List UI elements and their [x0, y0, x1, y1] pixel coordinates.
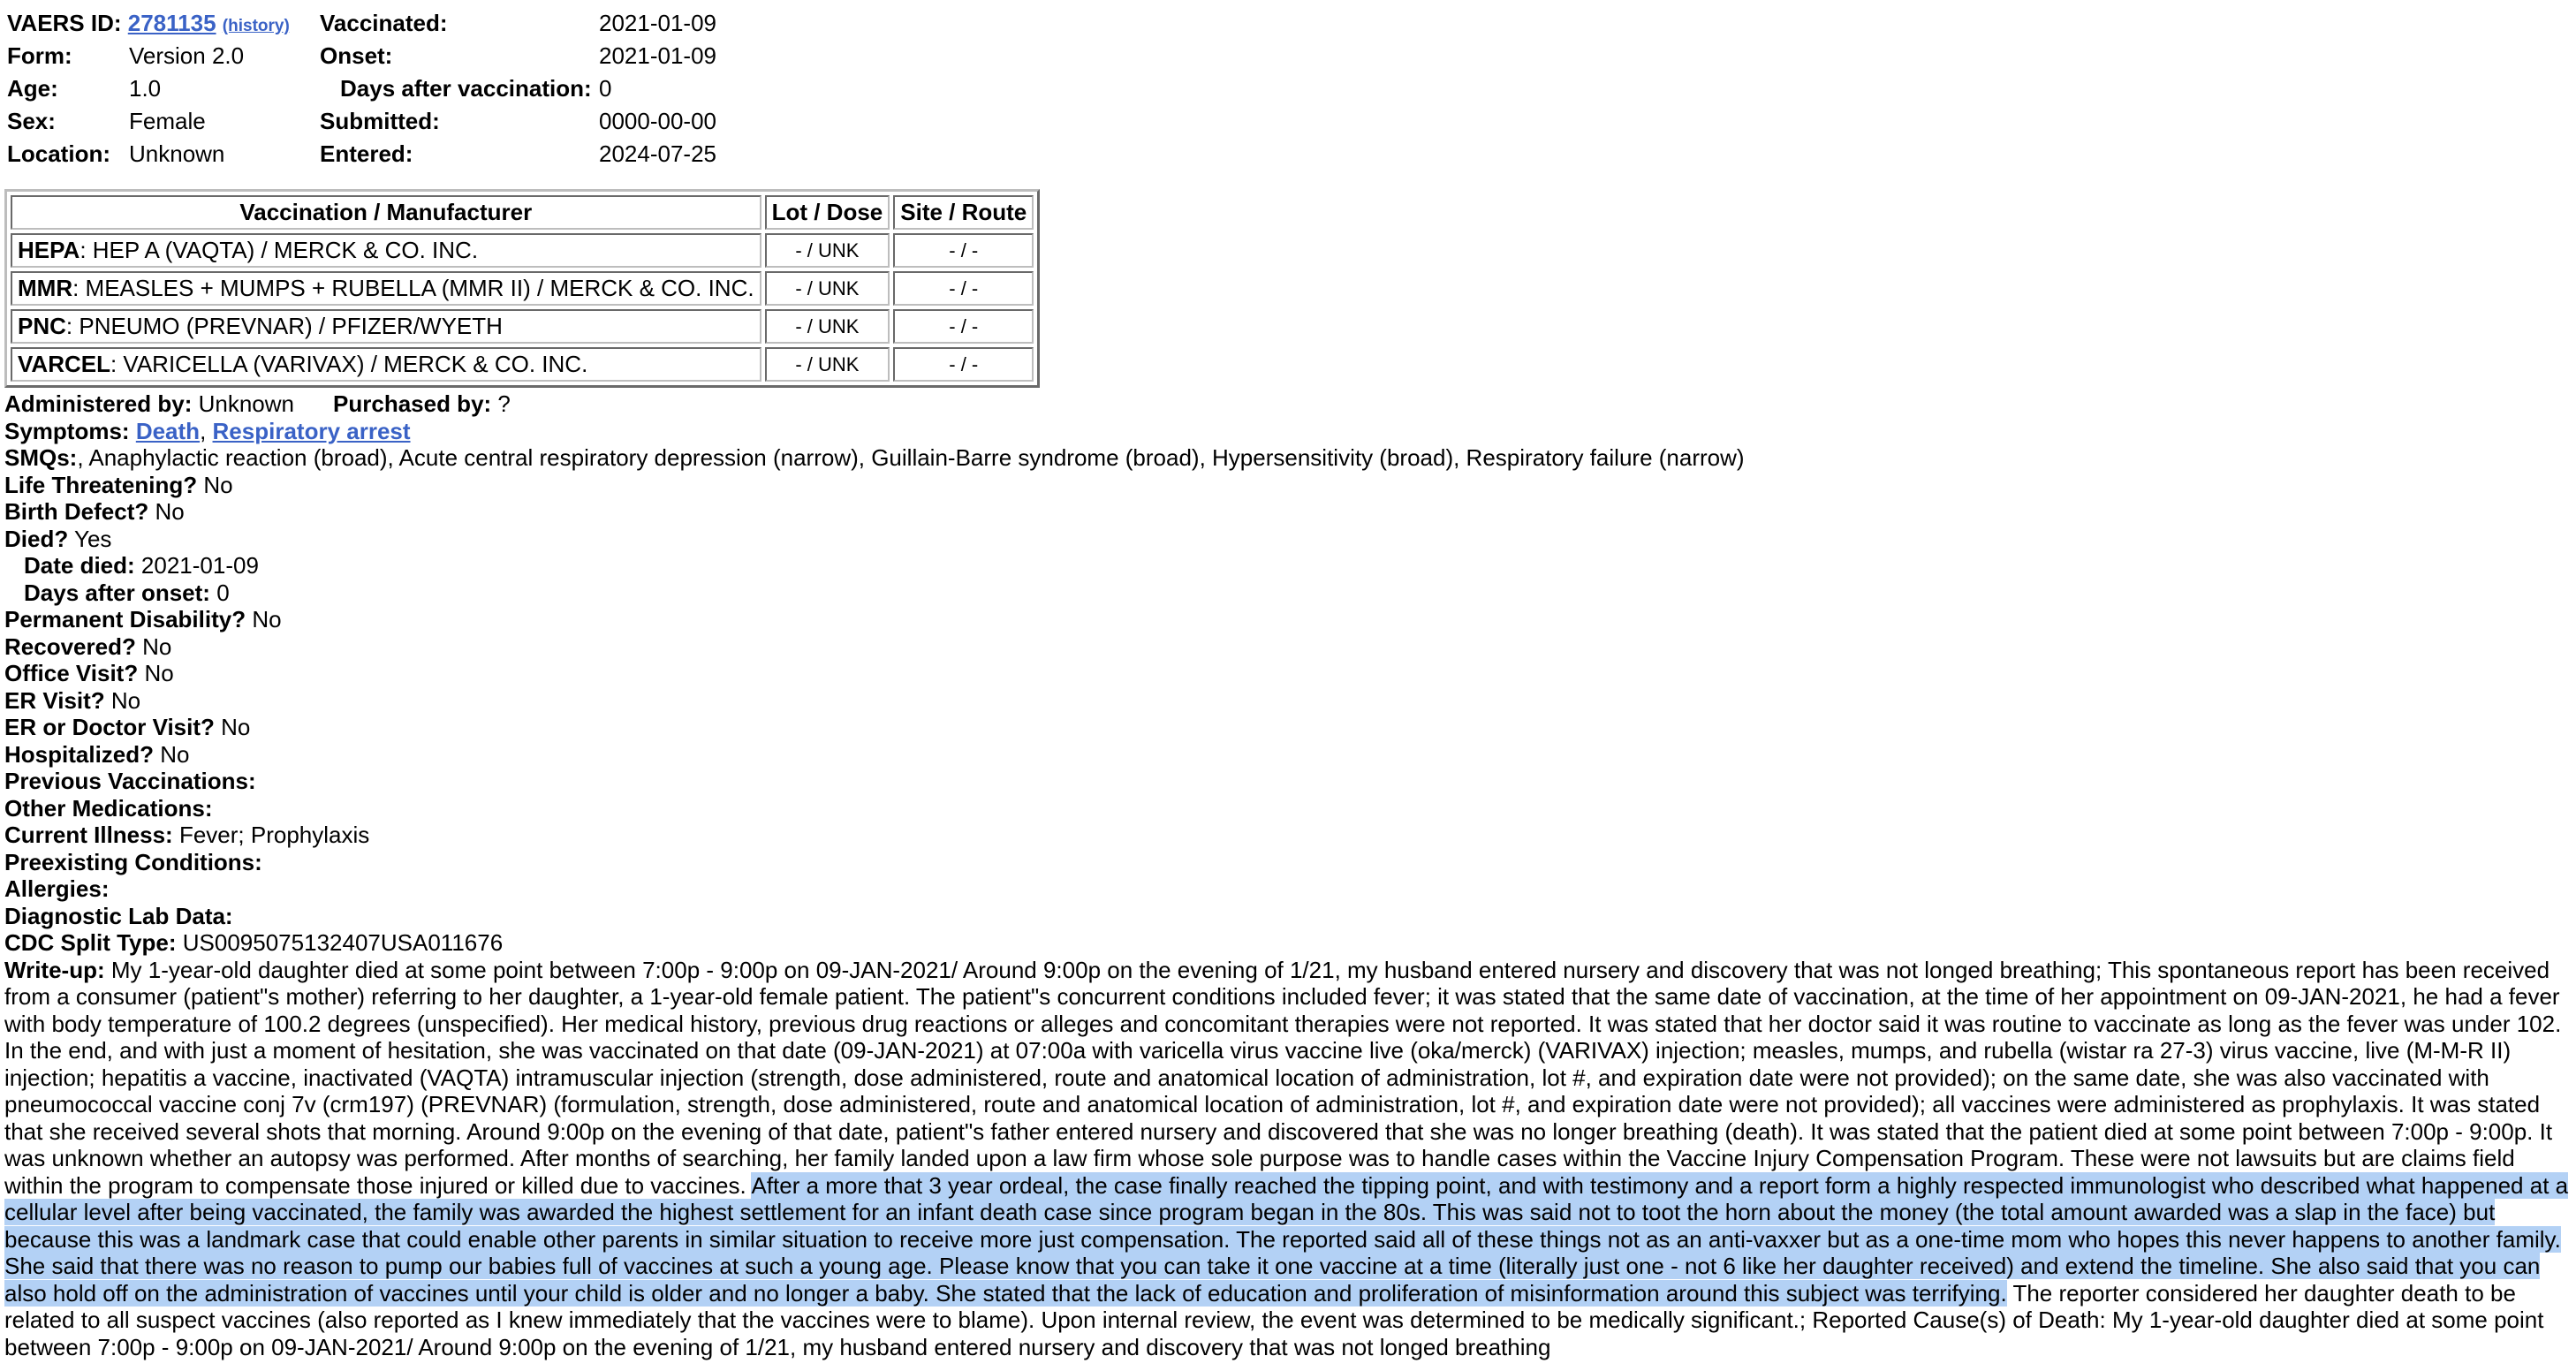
current-illness-label: Current Illness: — [4, 822, 173, 848]
administered-value: Unknown — [198, 390, 295, 417]
diagnostic-lab-data-label: Diagnostic Lab Data: — [4, 902, 233, 929]
er-doctor-visit-row — [4, 714, 2571, 741]
lot-dose-cell: - / UNK — [765, 271, 890, 306]
site-route-cell: - / - — [893, 347, 1034, 382]
vaccine-name: : VARICELLA (VARIVAX) / MERCK & CO. INC. — [110, 351, 588, 377]
permanent-disability-value: No — [252, 606, 282, 632]
vaccine-cell — [11, 233, 761, 268]
smqs-value: , Anaphylactic reaction (broad), Acute central respiratory depression (narrow), Guillain-Barre syndrome (broad), Hypersensitivity (broad), Respiratory failure (narrow) — [77, 444, 1745, 471]
date-died-row — [4, 552, 2571, 579]
vaccine-code: VARCEL — [18, 351, 110, 377]
vaers-id-label: VAERS ID: — [7, 10, 122, 36]
table-header-row — [11, 195, 1034, 230]
lot-dose-cell: - / UNK — [765, 347, 890, 382]
table-row — [11, 347, 1034, 382]
cdc-split-type-label: CDC Split Type: — [4, 929, 177, 956]
died-value: Yes — [74, 525, 112, 552]
sex-value: Female — [129, 108, 206, 134]
purchased-label: Purchased by: — [333, 390, 492, 417]
report-details — [4, 390, 2571, 1360]
permanent-disability-label: Permanent Disability? — [4, 606, 246, 632]
onset-label: Onset: — [320, 42, 393, 69]
age-value: 1.0 — [129, 75, 162, 102]
vaccine-cell — [11, 347, 761, 382]
hospitalized-label: Hospitalized? — [4, 740, 155, 768]
purchased-value: ? — [497, 390, 511, 417]
vaccine-name: : PNEUMO (PREVNAR) / PFIZER/WYETH — [65, 313, 503, 339]
cdc-split-type-row — [4, 929, 2571, 957]
history-link[interactable]: (history) — [222, 17, 290, 35]
symptoms-row — [4, 418, 2571, 445]
life-threatening-label: Life Threatening? — [4, 471, 198, 498]
er-doctor-visit-label: ER or Doctor Visit? — [4, 714, 215, 740]
allergies-label: Allergies: — [4, 875, 110, 902]
form-value: Version 2.0 — [129, 42, 245, 69]
location-value: Unknown — [129, 140, 225, 167]
er-visit-value: No — [110, 686, 141, 714]
writeup-row — [4, 957, 2571, 1361]
permanent-disability-row — [4, 606, 2571, 633]
symptoms-label: Symptoms: — [4, 417, 130, 444]
er-visit-label: ER Visit? — [4, 686, 105, 714]
vaccine-name: : MEASLES + MUMPS + RUBELLA (MMR II) / MERCK & CO. INC. — [72, 275, 754, 301]
site-route-cell: - / - — [893, 271, 1034, 306]
days-after-onset-value: 0 — [216, 579, 230, 606]
column-header-site-route: Site / Route — [893, 195, 1034, 230]
symptom-link-respiratory-arrest[interactable]: Respiratory arrest — [212, 417, 411, 444]
recovered-row — [4, 633, 2571, 661]
life-threatening-row — [4, 472, 2571, 499]
smqs-label: SMQs: — [4, 444, 78, 471]
office-visit-label: Office Visit? — [4, 660, 139, 686]
table-row — [11, 271, 1034, 306]
days-after-onset-row — [4, 579, 2571, 607]
other-medications-label: Other Medications: — [4, 794, 213, 822]
column-header-lot-dose: Lot / Dose — [765, 195, 890, 230]
current-illness-value: Fever; Prophylaxis — [178, 822, 370, 848]
writeup-label: Write-up: — [4, 956, 105, 983]
vaccine-code: PNC — [18, 313, 66, 339]
date-died-value: 2021-01-09 — [140, 552, 259, 579]
preexisting-conditions-row — [4, 849, 2571, 876]
other-medications-row — [4, 795, 2571, 822]
vaers-id-link[interactable]: 2781135 — [127, 10, 216, 36]
vaccination-table — [4, 189, 1040, 388]
cdc-split-type-value: US0095075132407USA011676 — [182, 929, 504, 956]
entered-value: 2024-07-25 — [599, 140, 716, 167]
days-after-vaccination-label: Days after vaccination: — [340, 75, 592, 102]
office-visit-value: No — [144, 660, 174, 686]
birth-defect-row — [4, 498, 2571, 526]
table-row — [11, 233, 1034, 268]
smqs-row — [4, 444, 2571, 472]
submitted-value: 0000-00-00 — [599, 108, 716, 134]
birth-defect-label: Birth Defect? — [4, 498, 149, 525]
vaccine-name: : HEP A (VAQTA) / MERCK & CO. INC. — [80, 237, 479, 263]
died-label: Died? — [4, 525, 69, 552]
vaccine-code: MMR — [18, 275, 73, 301]
location-label: Location: — [7, 140, 110, 167]
vaccine-cell — [11, 271, 761, 306]
previous-vaccinations-row — [4, 768, 2571, 795]
allergies-row — [4, 875, 2571, 903]
form-label: Form: — [7, 42, 72, 69]
died-row — [4, 526, 2571, 553]
current-illness-row — [4, 822, 2571, 849]
recovered-value: No — [142, 632, 172, 660]
administered-label: Administered by: — [4, 390, 193, 417]
days-after-onset-label: Days after onset: — [24, 579, 210, 606]
sex-label: Sex: — [7, 108, 56, 134]
er-doctor-visit-value: No — [221, 714, 251, 740]
office-visit-row — [4, 660, 2571, 687]
er-visit-row — [4, 687, 2571, 715]
submitted-label: Submitted: — [320, 108, 440, 134]
vaccine-code: HEPA — [18, 237, 80, 263]
hospitalized-value: No — [160, 740, 190, 768]
vaccinated-label: Vaccinated: — [320, 10, 448, 36]
lot-dose-cell: - / UNK — [765, 309, 890, 344]
lot-dose-cell: - / UNK — [765, 233, 890, 268]
vaccine-cell — [11, 309, 761, 344]
recovered-label: Recovered? — [4, 632, 136, 660]
hospitalized-row — [4, 741, 2571, 769]
life-threatening-value: No — [203, 471, 233, 498]
previous-vaccinations-label: Previous Vaccinations: — [4, 768, 256, 794]
onset-value: 2021-01-09 — [599, 42, 716, 69]
column-header-vaccination: Vaccination / Manufacturer — [11, 195, 761, 230]
diagnostic-lab-data-row — [4, 903, 2571, 930]
site-route-cell: - / - — [893, 309, 1034, 344]
date-died-label: Date died: — [24, 552, 135, 579]
administered-row — [4, 390, 2571, 418]
table-row — [11, 309, 1034, 344]
symptom-separator: , — [200, 417, 207, 444]
vaccinated-value: 2021-01-09 — [599, 10, 716, 36]
writeup-text[interactable]: My 1-year-old daughter died at some point between 7:00p - 9:00p on 09-JAN-2021/ Around 9:00p on the evening of 1/21, my husband entered nursery and discovery that was not longed breathing; This spontaneous report has been received from a consumer (patient"s mother) referring to her daughter, a 1-year-old female patient. The patient"s concurrent conditions included fever; it was stated that the same date of vaccination, at the time of her appointment on 09-JAN-2021, he had a fever with body temperature of 100.2 degrees (unspecified). Her medical history, previous drug reactions or alleges and concomitant therapies were not reported. It was stated that her doctor said it was routine to vaccinate as long as the fever was under 102. In the end, and with just a moment of hesitation, she was vaccinated on that date (09-JAN-2021) at 07:00a with varicella virus vaccine live (oka/merck) (VARIVAX) injection; measles, mumps, and rubella (wistar ra 27-3) virus vaccine, live (M-M-R II) injection; hepatitis a vaccine, inactivated (VAQTA) intramuscular injection (strength, dose administered, route and anatomical location of administration, lot #, and expiration date were not provided); on the same date, she was also vaccinated with pneumococcal vaccine conj 7v (crm197) (PREVNAR) (formulation, strength, dose administered, route and anatomical location of administration, lot #, and expiration date were not provided); all vaccines were administered as prophylaxis. It was stated that she received several shots that morning. Around 9:00p on the evening of that date, patient"s father entered nursery and discovered that she was no longer breathing (death). It was stated that the patient died at some point between 7:00p - 9:00p. It was unknown whether an autopsy was performed. After months of searching, her family landed upon a law firm whose sole purpose was to handle cases within the Vaccine Injury Compensation Program. These were not lawsuits but are claims field within the program to compensate those injured or killed due to vaccines. — [4, 956, 2562, 1199]
days-after-vaccination-value: 0 — [599, 75, 612, 102]
birth-defect-value: No — [155, 498, 185, 525]
writeup-text-continued[interactable]: The reporter considered her daughter death to be related to all suspect vaccines (also reported as I knew immediately that the vaccines were to blame). Upon internal review, the event was determined to be medically significant.; Reported Cause(s) of Death: My 1-year-old daughter died at some point between 7:00p - 9:00p on 09-JAN-2021/ Around 9:00p on the evening of 1/21, my husband entered nursery and discovery that was not longed breathing — [4, 1279, 2544, 1360]
preexisting-conditions-label: Preexisting Conditions: — [4, 848, 262, 875]
age-label: Age: — [7, 75, 58, 102]
site-route-cell: - / - — [893, 233, 1034, 268]
symptom-link-death[interactable]: Death — [135, 417, 201, 444]
entered-label: Entered: — [320, 140, 413, 167]
writeup-selected-text[interactable]: After a more that 3 year ordeal, the case finally reached the tipping point, and with testimony and a report form a highly respected immunologist who described what happened at a cellular level after being vaccinated, the family was awarded the highest settlement for an infant death case since program began in the 80s. This was said not to toot the horn about the money (the total amount awarded was a slap in the face) but because this was a landmark case that could enable other parents in similar situation to receive more just compensation. The reported said all of these things not as an anti-vaxxer but as a one-time mom who hopes this never happens to another family. She said that there was no reason to pump our babies full of vaccines at such a young age. Please know that you can take it one vaccine at a time (literally just one - not 6 like her daughter received) and extend the timeline. She also said that you can also hold off on the administration of vaccines until your child is older and no longer a baby. She stated that the lack of education and proliferation of misinformation around this subject was terrifying. — [4, 1171, 2569, 1307]
